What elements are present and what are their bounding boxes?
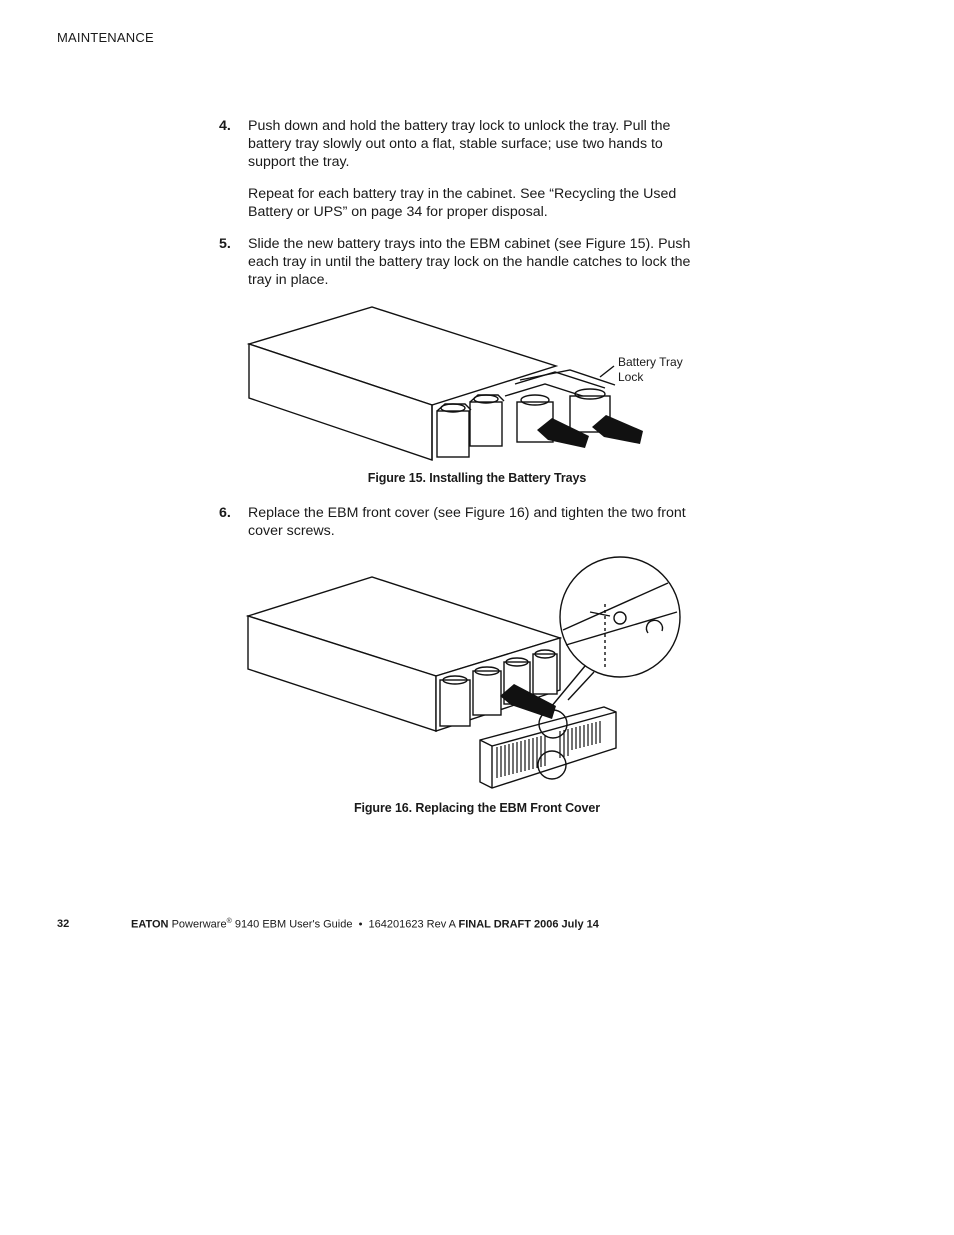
figure-15-caption: Figure 15. Installing the Battery Trays [367,471,587,485]
registered-mark: ® [226,918,232,925]
footer-text [131,918,599,931]
step-paragraph: Slide the new battery trays into the EBM cabinet (see Figure 15). Push each tray in until the battery tray lock on the handle catches to lock the tray in place. [248,236,691,288]
step-number: 5. [219,236,231,252]
page-number: 32 [57,918,70,930]
figure-16-caption: Figure 16. Replacing the EBM Front Cover [353,801,601,815]
callout-line: Lock [618,370,644,384]
footer-doc-info: 9140 EBM User's Guide • 164201623 Rev A [231,918,459,931]
callout-line: Battery Tray [618,355,683,369]
section-header: MAINTENANCE [57,30,154,45]
footer-draft: FINAL DRAFT 2006 July 14 [458,918,599,931]
footer-brand: EATON [131,918,169,931]
step-paragraph: Push down and hold the battery tray lock to unlock the tray. Pull the battery tray slowly out onto a flat, stable surface; use two hands to support the tray. [248,118,671,170]
footer-product: Powerware [171,918,227,931]
step-paragraph: Repeat for each battery tray in the cabinet. See “Recycling the Used Battery or UPS” on page 34 for proper disposal. [248,186,677,220]
step-number: 6. [219,505,231,521]
step-paragraph: Replace the EBM front cover (see Figure 16) and tighten the two front cover screws. [248,505,686,539]
step-number: 4. [219,118,231,134]
